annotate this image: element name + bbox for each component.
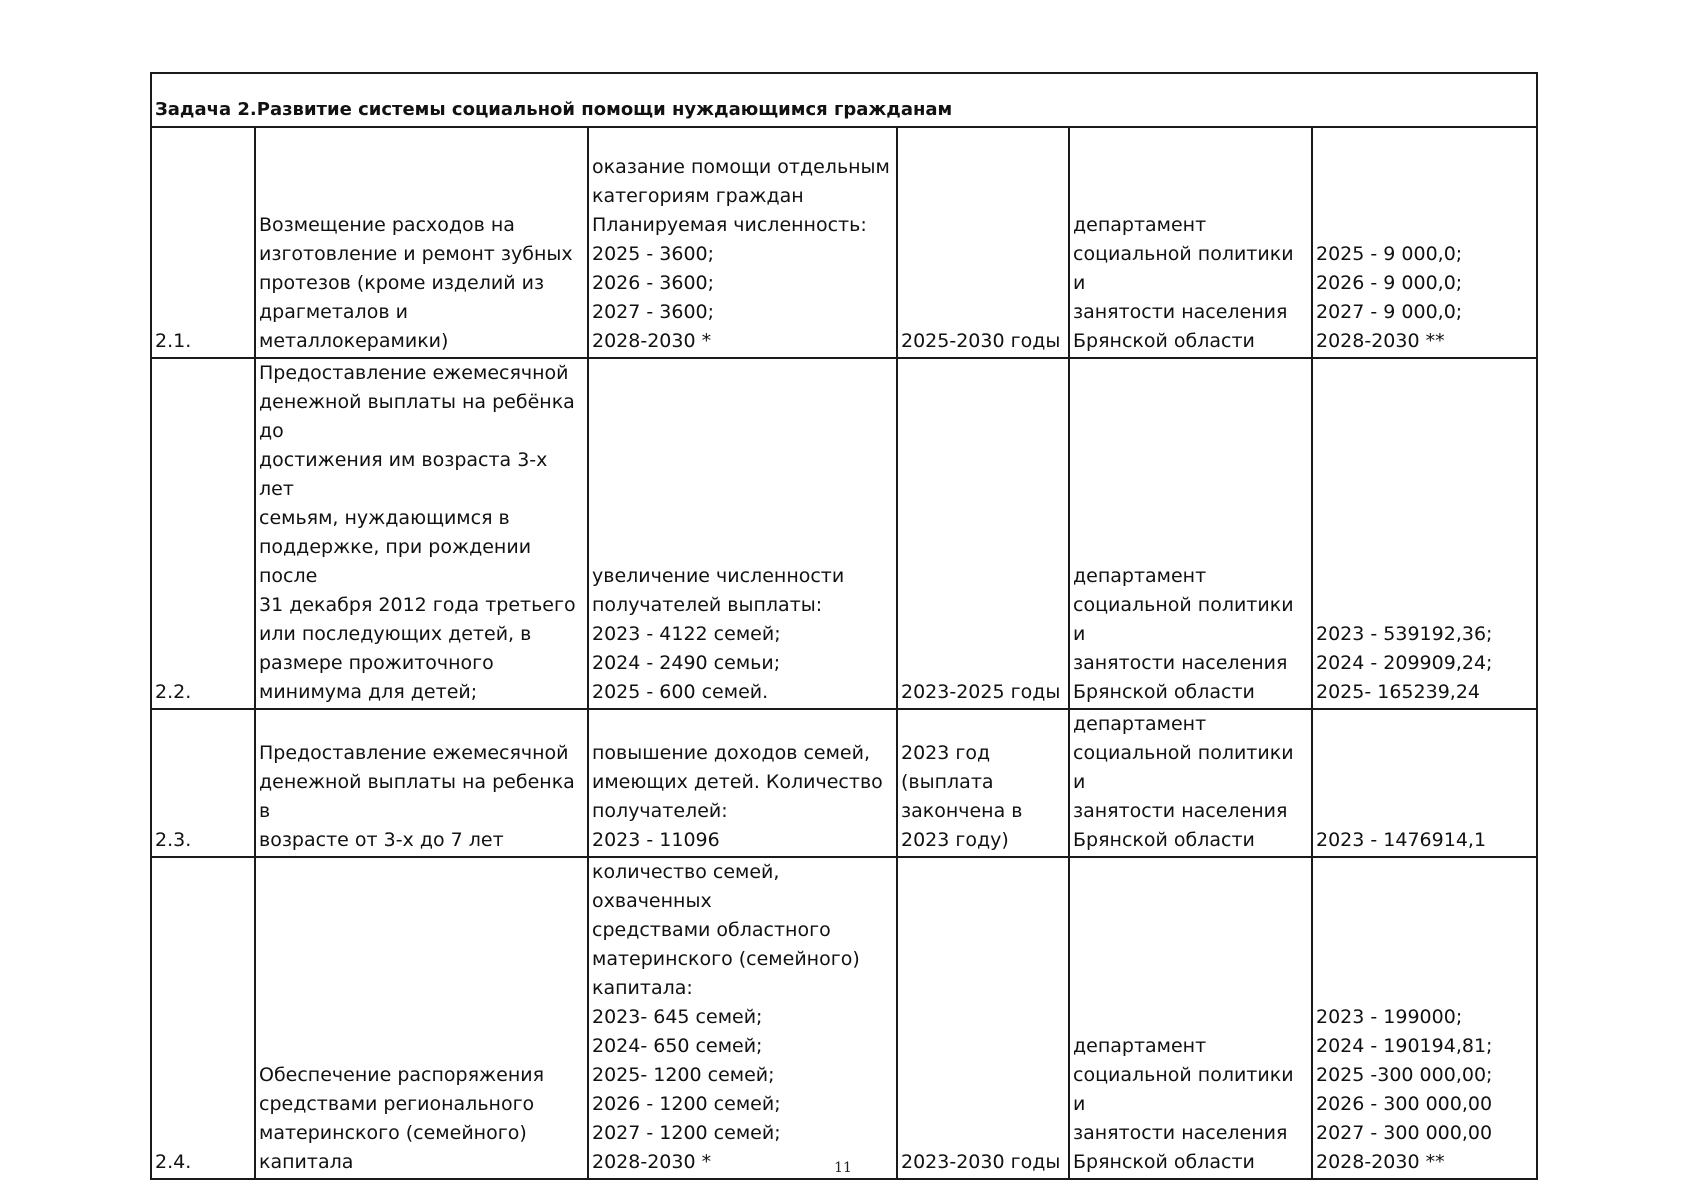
executor-cell: департамент социальной политики и занятости населения Брянской области: [1069, 709, 1312, 857]
executor-cell: департамент социальной политики и занятости населения Брянской области: [1069, 127, 1312, 358]
result-cell: оказание помощи отдельным категориям граждан Планируемая численность: 2025 - 3600; 2026 - 3600; 2027 - 3600; 2028-2030 *: [588, 127, 897, 358]
row-number: 2.3.: [151, 709, 255, 857]
table-row: [151, 358, 1537, 709]
measures-table: [150, 72, 1538, 1180]
term-cell: 2023-2030 годы: [897, 857, 1069, 1179]
funding-cell: 2025 - 9 000,0; 2026 - 9 000,0; 2027 - 9 000,0; 2028-2030 **: [1312, 127, 1537, 358]
funding-cell: 2023 - 1476914,1: [1312, 709, 1537, 857]
page-number: 11: [834, 1160, 852, 1176]
funding-cell: 2023 - 539192,36; 2024 - 209909,24; 2025- 165239,24: [1312, 358, 1537, 709]
task-header-row: [151, 73, 1537, 127]
measure-cell: Обеспечение распоряжения средствами регионального материнского (семейного) капитала: [255, 857, 588, 1179]
measure-cell: Возмещение расходов на изготовление и ремонт зубных протезов (кроме изделий из драгметалов и металлокерамики): [255, 127, 588, 358]
task-title: Задача 2.Развитие системы социальной помощи нуждающимся гражданам: [151, 73, 1537, 127]
measure-cell: Предоставление ежемесячной денежной выплаты на ребёнка до достижения им возраста 3-х лет семьям, нуждающимся в поддержке, при рождении после 31 декабря 2012 года третьего или последующих детей, в размере прожиточного минимума для детей;: [255, 358, 588, 709]
table-row: [151, 127, 1537, 358]
row-number: 2.4.: [151, 857, 255, 1179]
term-cell: 2023 год (выплата закончена в 2023 году): [897, 709, 1069, 857]
table-row: [151, 709, 1537, 857]
row-number: 2.1.: [151, 127, 255, 358]
term-cell: 2023-2025 годы: [897, 358, 1069, 709]
result-cell: количество семей, охваченных средствами областного материнского (семейного) капитала: 2023- 645 семей; 2024- 650 семей; 2025- 1200 семей; 2026 - 1200 семей; 2027 - 1200 семей; 2028-2030 *: [588, 857, 897, 1179]
row-number: 2.2.: [151, 358, 255, 709]
executor-cell: департамент социальной политики и занятости населения Брянской области: [1069, 358, 1312, 709]
table-row: [151, 857, 1537, 1179]
measure-cell: Предоставление ежемесячной денежной выплаты на ребенка в возрасте от 3-х до 7 лет: [255, 709, 588, 857]
result-cell: увеличение численности получателей выплаты: 2023 - 4122 семей; 2024 - 2490 семьи; 2025 - 600 семей.: [588, 358, 897, 709]
executor-cell: департамент социальной политики и занятости населения Брянской области: [1069, 857, 1312, 1179]
term-cell: 2025-2030 годы: [897, 127, 1069, 358]
funding-cell: 2023 - 199000; 2024 - 190194,81; 2025 -300 000,00; 2026 - 300 000,00 2027 - 300 000,00 2028-2030 **: [1312, 857, 1537, 1179]
result-cell: повышение доходов семей, имеющих детей. Количество получателей: 2023 - 11096: [588, 709, 897, 857]
